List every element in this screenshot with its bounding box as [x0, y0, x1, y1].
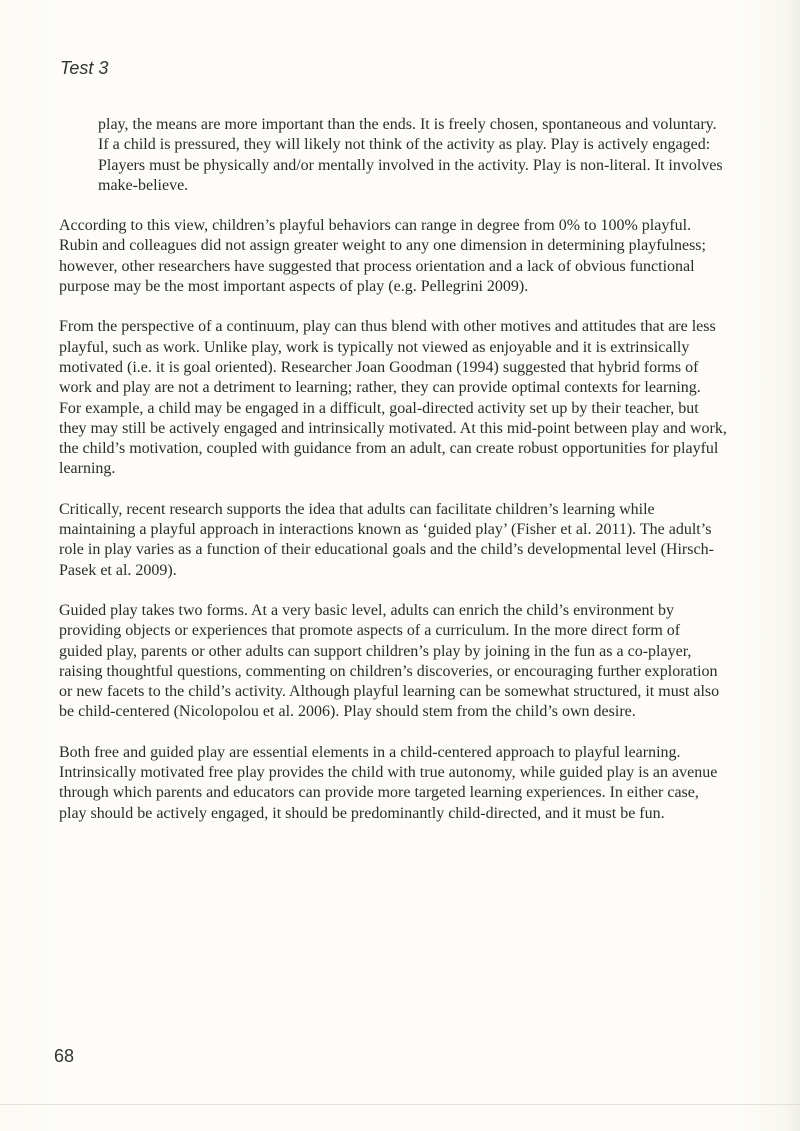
page-bottom-divider	[0, 1104, 800, 1105]
paragraph: From the perspective of a continuum, play can thus blend with other motives and attitudes that are less playful, such as work. Unlike play, work is typically not viewed as enjoyable and it is extrinsically motivated (i.e. it is goal oriented). Researcher Joan Goodman (1994) suggested that hybrid forms of work and play are not a detriment to learning; rather, they can provide optimal contexts for learning. For example, a child may be engaged in a difficult, goal-directed activity set up by their teacher, but they may still be actively engaged and intrinsically motivated. At this mid-point between play and work, the child’s motivation, coupled with guidance from an adult, can create robust opportunities for playful learning.	[59, 318, 727, 478]
body-text	[59, 115, 727, 844]
paragraph: Both free and guided play are essential elements in a child-centered approach to playful learning. Intrinsically motivated free play provides the child with true autonomy, while guided play is an avenue through which parents and educators can provide more targeted learning experiences. In either case, play should be actively engaged, it should be predominantly child-directed, and it must be fun.	[59, 743, 718, 822]
paragraph-continued-quote: play, the means are more important than the ends. It is freely chosen, spontaneous and voluntary. If a child is pressured, they will likely not think of the activity as play. Play is actively engaged: Players must be physically and/or mentally involved in the activity. Play is non-literal. It involves make-believe.	[98, 116, 723, 194]
paragraph: According to this view, children’s playful behaviors can range in degree from 0% to 100% playful. Rubin and colleagues did not assign greater weight to any one dimension in determining playfulness; however, other researchers have suggested that process orientation and a lack of obvious functional purpose may be the most important aspects of play (e.g. Pellegrini 2009).	[59, 217, 706, 296]
page-edge-shadow	[786, 0, 800, 1131]
paragraph: Guided play takes two forms. At a very basic level, adults can enrich the child’s environment by providing objects or experiences that promote aspects of a curriculum. In the more direct form of guided play, parents or other adults can support children’s play by joining in the fun as a co-player, raising thoughtful questions, commenting on children’s discoveries, or encouraging further exploration or new facets to the child’s activity. Although playful learning can be somewhat structured, it must also be child-centered (Nicolopolou et al. 2006). Play should stem from the child’s own desire.	[59, 601, 720, 721]
paragraph: Critically, recent research supports the idea that adults can facilitate children’s learning while maintaining a playful approach in interactions known as ‘guided play’ (Fisher et al. 2011). The adult’s role in play varies as a function of their educational goals and the child’s developmental level (Hirsch-Pasek et al. 2009).	[59, 500, 714, 579]
running-head: Test 3	[60, 58, 109, 78]
page-number: 68	[54, 1046, 75, 1066]
